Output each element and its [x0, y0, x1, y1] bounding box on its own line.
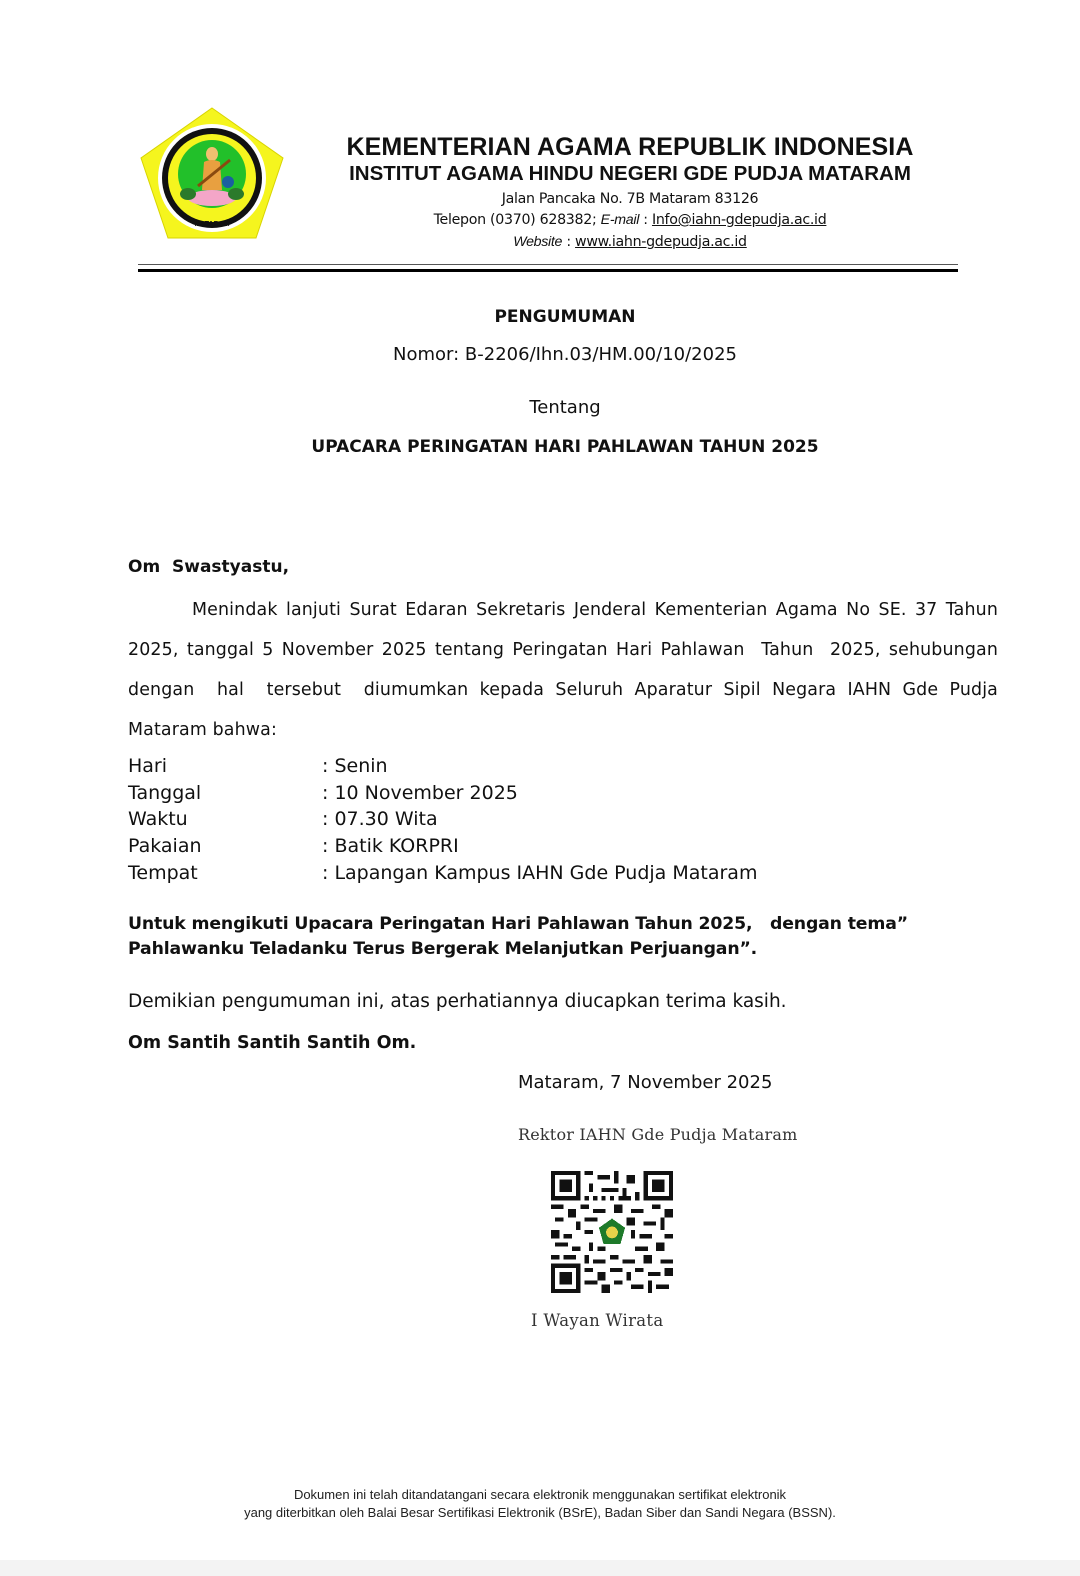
detail-value: : Batik KORPRI — [322, 835, 459, 858]
signer-position: Rektor IAHN Gde Pudja Mataram — [518, 1125, 798, 1144]
website-link[interactable]: www.iahn-gdepudja.ac.id — [575, 234, 747, 250]
detail-row — [128, 859, 757, 886]
ministry-name: KEMENTERIAN AGAMA REPUBLIK INDONESIA — [346, 133, 914, 161]
header-divider-thin — [138, 264, 958, 265]
phone: Telepon (0370) 628382; — [433, 212, 601, 228]
detail-value: : 10 November 2025 — [322, 781, 518, 804]
event-details — [128, 753, 757, 886]
detail-label: Tempat — [128, 861, 198, 884]
email-separator: : — [639, 212, 652, 228]
theme-statement: Untuk mengikuti Upacara Peringatan Hari Pahlawan Tahun 2025, dengan tema” Pahlawanku Teladanku Terus Bergerak Melanjutkan Perjuangan”. — [128, 914, 914, 959]
header-divider-thick — [138, 269, 958, 272]
email-link[interactable]: Info@iahn-gdepudja.ac.id — [651, 212, 827, 228]
document-heading: PENGUMUMAN — [494, 307, 636, 327]
viewer-bottom-strip — [0, 1560, 1080, 1576]
detail-label: Hari — [128, 755, 168, 778]
intro-paragraph-text: Menindak lanjuti Surat Edaran Sekretaris Jenderal Kementerian Agama No SE. 37 Tahun 2025, tanggal 5 November 2025 tentang Peringatan Hari Pahlawan Tahun 2025, sehubungan dengan hal tersebut diumumkan kepada Seluruh Aparatur Sipil Negara IAHN Gde Pudja Mataram bahwa: — [128, 600, 1010, 740]
detail-value: : Lapangan Kampus IAHN Gde Pudja Mataram — [322, 861, 758, 884]
document-number: Nomor: B-2206/Ihn.03/HM.00/10/2025 — [393, 344, 737, 365]
esign-notice-line-1: Dokumen ini telah ditandatangani secara elektronik menggunakan sertifikat elektronik — [293, 1487, 787, 1502]
closing-sentence: Demikian pengumuman ini, atas perhatiannya diucapkan terima kasih. — [128, 991, 787, 1012]
website-label: Website — [513, 234, 563, 250]
institution-name: INSTITUT AGAMA HINDU NEGERI GDE PUDJA MATARAM — [349, 162, 911, 185]
detail-row — [128, 753, 757, 780]
detail-value: : 07.30 Wita — [322, 808, 438, 831]
detail-row — [128, 806, 757, 833]
detail-row — [128, 780, 757, 807]
intro-paragraph — [128, 590, 1010, 750]
address: Jalan Pancaka No. 7B Mataram 83126 — [501, 191, 759, 207]
about-label: Tentang — [529, 397, 601, 418]
email-label: E-mail — [600, 212, 640, 228]
document-subject: UPACARA PERINGATAN HARI PAHLAWAN TAHUN 2025 — [311, 437, 819, 457]
detail-label: Tanggal — [128, 781, 202, 804]
institution-logo — [138, 106, 286, 240]
contact-line — [300, 212, 960, 228]
greeting: Om Swastyastu, — [128, 557, 290, 577]
logo-text-mataram: MATARAM — [194, 221, 230, 228]
detail-label: Waktu — [128, 808, 188, 831]
qr-code-signature — [551, 1171, 673, 1293]
signer-name: I Wayan Wirata — [531, 1311, 664, 1330]
website-line — [300, 234, 960, 250]
detail-value: : Senin — [322, 755, 388, 778]
place-date: Mataram, 7 November 2025 — [518, 1072, 773, 1093]
detail-row — [128, 833, 757, 860]
closing-salutation: Om Santih Santih Santih Om. — [128, 1033, 417, 1053]
website-separator: : — [562, 234, 576, 250]
detail-label: Pakaian — [128, 835, 202, 858]
esign-notice-line-2: yang diterbitkan oleh Balai Besar Sertifikasi Elektronik (BSrE), Badan Siber dan Sandi Negara (BSSN). — [244, 1505, 836, 1520]
